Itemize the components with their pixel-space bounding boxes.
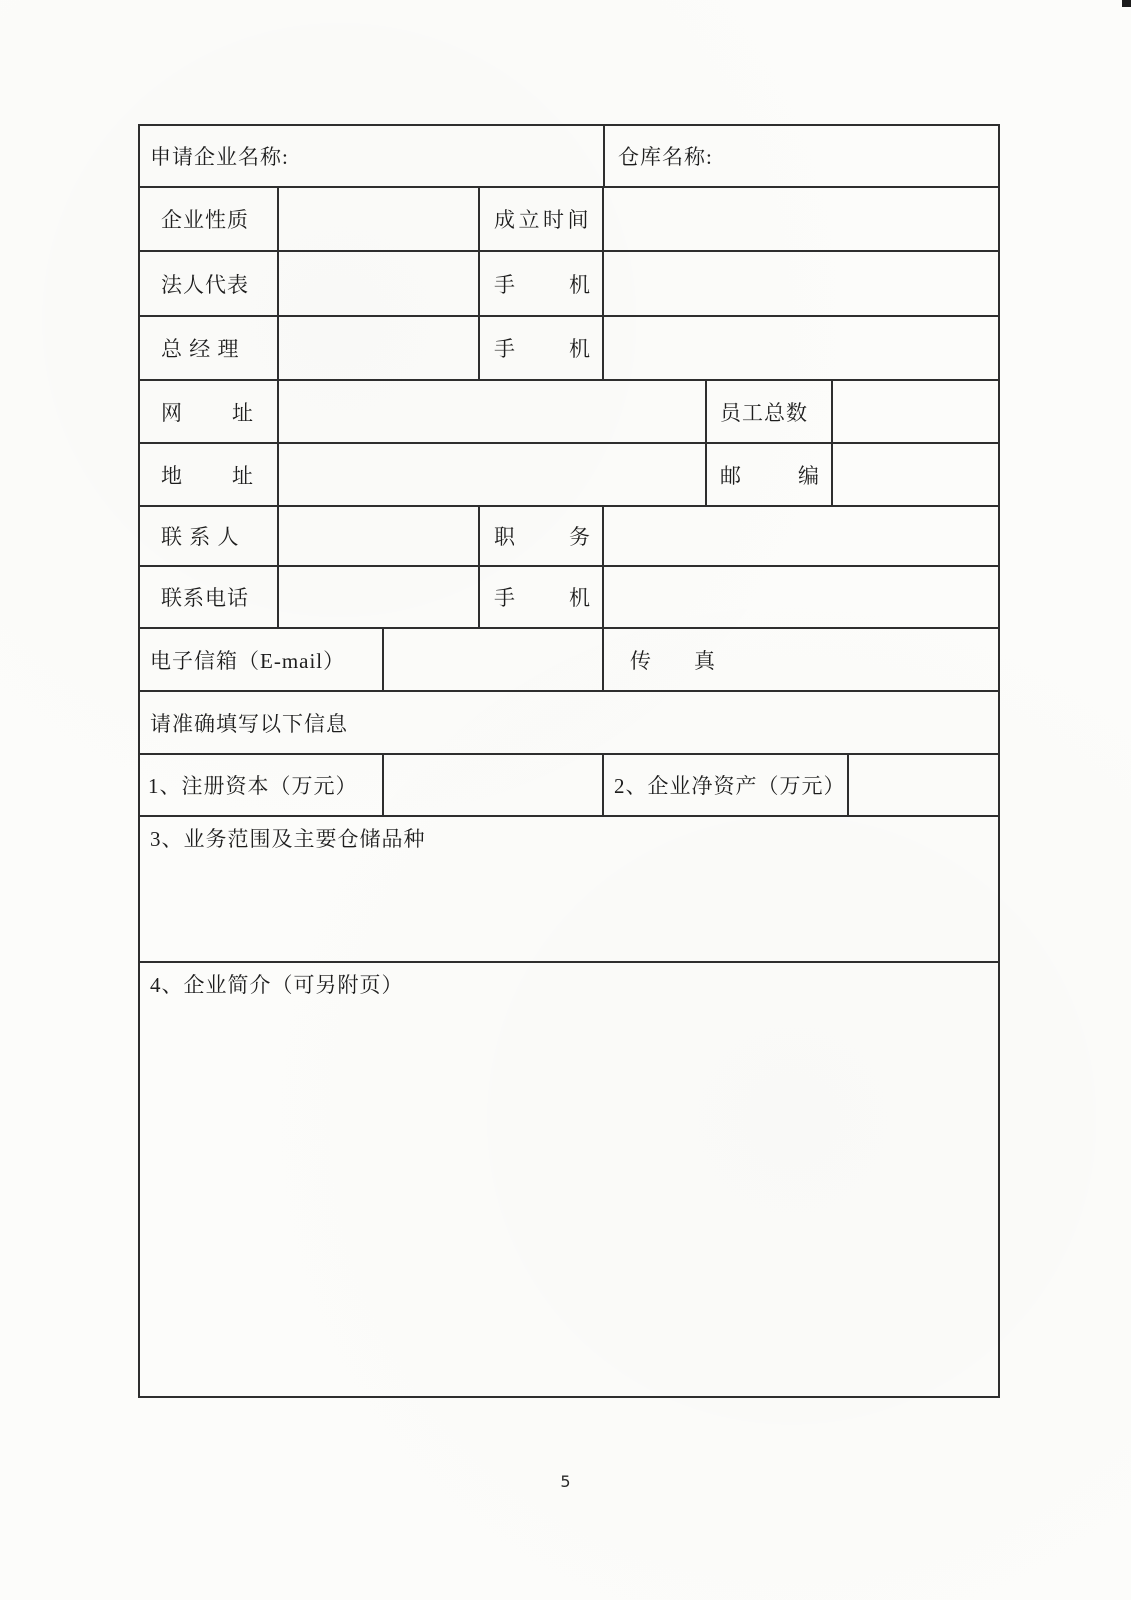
legal-representative-value-cell xyxy=(277,252,478,315)
row-business-scope xyxy=(140,815,998,961)
general-manager-label-cell xyxy=(140,317,277,379)
position-label-cell xyxy=(478,507,602,565)
company-profile-text: 4、企业简介（可另附页） xyxy=(150,973,404,997)
email-value-cell xyxy=(382,629,602,690)
contact-phone-label-cell xyxy=(140,567,277,627)
registered-capital-value-cell xyxy=(382,755,602,815)
address-value-cell xyxy=(277,444,705,505)
contact-person-label-cell xyxy=(140,507,277,565)
page-number: 5 xyxy=(560,1472,571,1491)
net-assets-label: 2、企业净资产（万元） xyxy=(614,774,846,798)
establish-date-label-cell xyxy=(478,188,602,250)
fax-label: 传 真 xyxy=(630,648,716,673)
contact-mobile-label: 手 机 xyxy=(494,586,591,610)
row-contact-person xyxy=(140,505,998,565)
row-legal-representative xyxy=(140,250,998,315)
email-label: 电子信箱（E-mail） xyxy=(150,648,346,673)
general-manager-label: 总 经 理 xyxy=(161,337,240,361)
business-scope-cell xyxy=(140,817,998,961)
gm-mobile-label: 手 机 xyxy=(494,337,591,361)
contact-phone-value-cell xyxy=(277,567,478,627)
address-label: 地 址 xyxy=(161,463,254,488)
website-value-cell xyxy=(277,381,705,442)
row-company-profile xyxy=(140,961,998,1396)
row-company-nature xyxy=(140,186,998,250)
mobile-label: 手 机 xyxy=(494,272,591,297)
mobile-label-cell xyxy=(478,252,602,315)
employee-count-value-cell xyxy=(831,381,998,442)
warehouse-name-cell xyxy=(603,126,998,186)
row-capital-assets xyxy=(140,753,998,815)
website-label: 网 址 xyxy=(161,400,254,425)
establish-date-label: 成立时间 xyxy=(494,208,592,232)
employee-count-label-cell xyxy=(705,381,831,442)
gm-mobile-value-cell xyxy=(602,317,998,379)
row-company-warehouse xyxy=(140,126,998,186)
company-nature-value-cell xyxy=(277,188,478,250)
applicant-company-name-label: 申请企业名称: xyxy=(150,145,289,169)
postal-code-value-cell xyxy=(831,444,998,505)
email-label-cell xyxy=(140,629,382,690)
registered-capital-label-cell xyxy=(140,755,382,815)
employee-count-label: 员工总数 xyxy=(720,400,808,425)
company-profile-cell xyxy=(140,963,998,1396)
general-manager-value-cell xyxy=(277,317,478,379)
contact-person-label: 联 系 人 xyxy=(161,525,240,549)
registered-capital-label: 1、注册资本（万元） xyxy=(148,774,358,798)
row-fill-info-notice xyxy=(140,690,998,753)
contact-mobile-value-cell xyxy=(602,567,998,627)
company-nature-label-cell xyxy=(140,188,277,250)
row-email-fax xyxy=(140,627,998,690)
gm-mobile-label-cell xyxy=(478,317,602,379)
position-value-cell xyxy=(602,507,998,565)
application-form-table xyxy=(138,124,1000,1398)
fill-info-notice-cell xyxy=(140,692,998,753)
row-address xyxy=(140,442,998,505)
position-label: 职 务 xyxy=(494,525,591,549)
scan-artifact-mark xyxy=(1122,0,1131,7)
postal-code-label-cell xyxy=(705,444,831,505)
net-assets-value-cell xyxy=(847,755,998,815)
fill-info-notice-text: 请准确填写以下信息 xyxy=(150,711,348,736)
contact-phone-label: 联系电话 xyxy=(161,586,249,610)
row-contact-phone xyxy=(140,565,998,627)
establish-date-value-cell xyxy=(602,188,998,250)
business-scope-text: 3、业务范围及主要仓储品种 xyxy=(150,827,426,851)
warehouse-name-label: 仓库名称: xyxy=(618,145,713,169)
fax-cell xyxy=(602,629,998,690)
row-general-manager xyxy=(140,315,998,379)
postal-code-label: 邮 编 xyxy=(720,463,820,488)
company-nature-label: 企业性质 xyxy=(161,208,249,232)
legal-representative-label: 法人代表 xyxy=(161,272,249,297)
contact-person-value-cell xyxy=(277,507,478,565)
mobile-value-cell xyxy=(602,252,998,315)
website-label-cell xyxy=(140,381,277,442)
applicant-company-name-cell xyxy=(140,126,603,186)
legal-representative-label-cell xyxy=(140,252,277,315)
address-label-cell xyxy=(140,444,277,505)
net-assets-label-cell xyxy=(602,755,847,815)
contact-mobile-label-cell xyxy=(478,567,602,627)
row-website xyxy=(140,379,998,442)
